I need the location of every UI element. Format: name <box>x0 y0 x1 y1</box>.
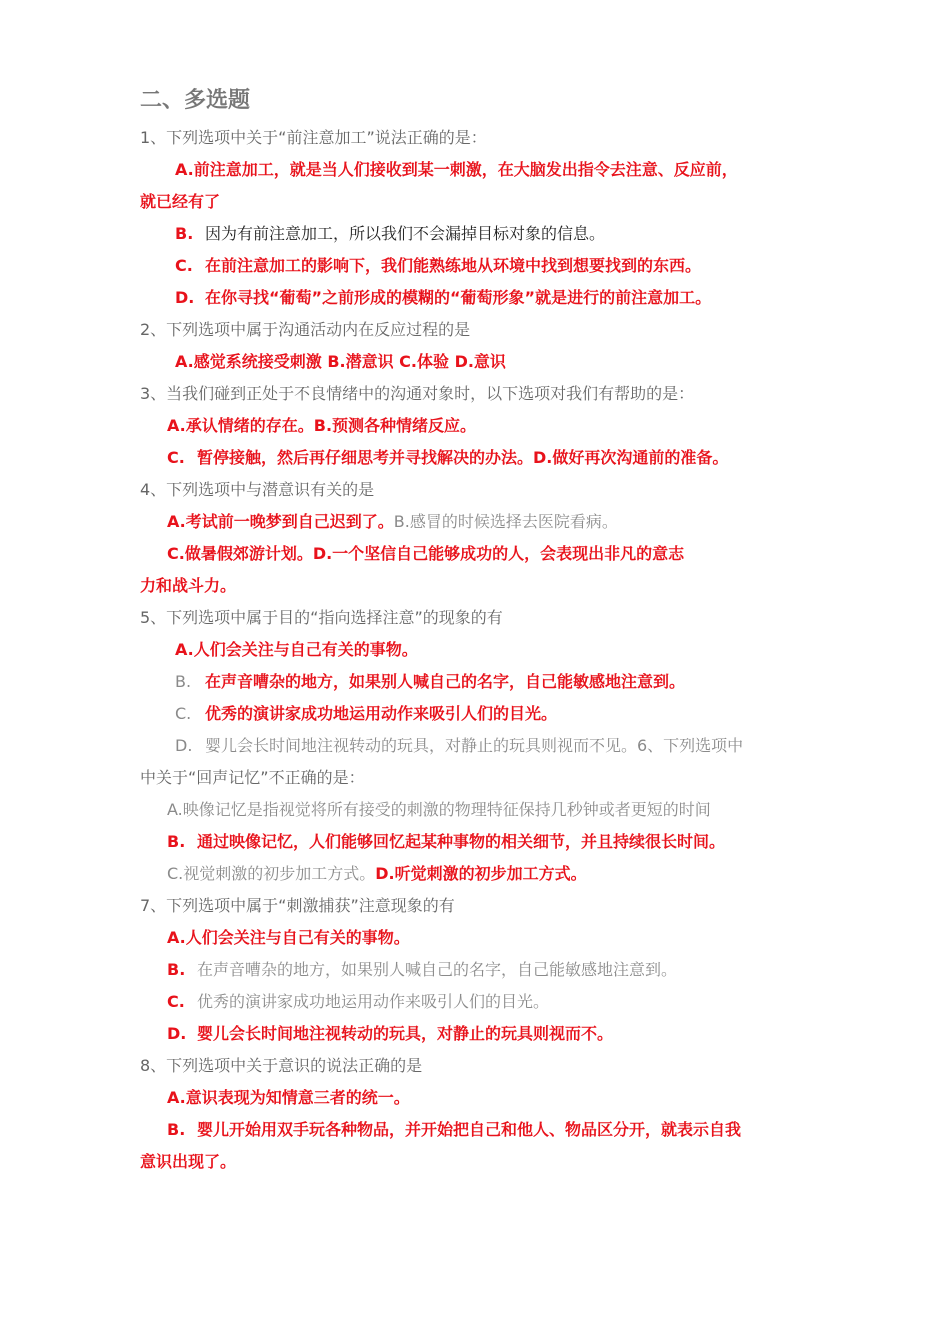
option-text: 因为有前注意加工，所以我们不会漏掉目标对象的信息。 <box>205 224 606 243</box>
q6-option-d: D.听觉刺激的初步加工方式。 <box>375 864 587 883</box>
q4-options-ab <box>167 511 618 533</box>
option-text: 婴儿会长时间地注视转动的玩具，对静止的玩具则视而不见。6、下列选项中 <box>205 736 744 755</box>
q3-options-cd <box>167 447 728 469</box>
section-title: 二、多选题 <box>140 88 251 113</box>
q6-options-cd <box>167 863 587 885</box>
option-text: 优秀的演讲家成功地运用动作来吸引人们的目光。 <box>197 992 550 1011</box>
q4-option-b: B.感冒的时候选择去医院看病。 <box>393 512 618 531</box>
q8-option-b <box>167 1119 741 1141</box>
q1-option-b <box>175 223 605 245</box>
option-text: 在你寻找“葡萄”之前形成的模糊的“葡萄形象”就是进行的前注意加工。 <box>205 288 712 307</box>
question-8: 8、下列选项中关于意识的说法正确的是 <box>140 1056 423 1075</box>
q1-option-a: A.前注意加工，就是当人们接收到某一刺激，在大脑发出指令去注意、反应前， <box>175 160 738 179</box>
q6-option-c: C.视觉刺激的初步加工方式。 <box>167 864 376 883</box>
q2-options: A.感觉系统接受刺激 B.潜意识 C.体验 D.意识 <box>175 352 506 371</box>
q4-options-cd: C.做暑假郊游计划。D.一个坚信自己能够成功的人，会表现出非凡的意志 <box>167 544 685 563</box>
q8-option-a: A.意识表现为知情意三者的统一。 <box>167 1088 410 1107</box>
q1-option-d <box>175 287 711 309</box>
question-4: 4、下列选项中与潜意识有关的是 <box>140 480 375 499</box>
option-label: C. <box>175 704 192 723</box>
option-label: C. <box>167 992 185 1011</box>
option-label: D. <box>167 1024 187 1043</box>
q7-option-d <box>167 1023 613 1045</box>
q8-option-b-cont: 意识出现了。 <box>140 1152 237 1171</box>
q7-option-b <box>167 959 677 981</box>
option-label: C. <box>167 448 185 467</box>
q4-option-a: A.考试前一晚梦到自己迟到了。 <box>167 512 394 531</box>
question-2: 2、下列选项中属于沟通活动内在反应过程的是 <box>140 320 471 339</box>
q7-option-c <box>167 991 549 1013</box>
q6-option-a: A.映像记忆是指视觉将所有接受的刺激的物理特征保持几秒钟或者更短的时间 <box>167 800 711 819</box>
question-7: 7、下列选项中属于“刺激捕获”注意现象的有 <box>140 896 455 915</box>
option-label: B. <box>167 960 186 979</box>
option-text: 通过映像记忆，人们能够回忆起某种事物的相关细节，并且持续很长时间。 <box>197 832 726 851</box>
q7-option-a: A.人们会关注与自己有关的事物。 <box>167 928 410 947</box>
option-label: B. <box>175 672 192 691</box>
q1-option-a-cont: 就已经有了 <box>140 192 221 211</box>
option-label: C. <box>175 256 193 275</box>
option-label: B. <box>175 224 194 243</box>
q5-option-c <box>175 703 557 725</box>
question-5: 5、下列选项中属于目的“指向选择注意”的现象的有 <box>140 608 503 627</box>
option-label: B. <box>167 832 186 851</box>
question-3: 3、当我们碰到正处于不良情绪中的沟通对象时，以下选项对我们有帮助的是： <box>140 384 695 403</box>
question-6: 中关于“回声记忆”不正确的是： <box>140 768 365 787</box>
q4-options-cd-cont: 力和战斗力。 <box>140 576 237 595</box>
question-1: 1、下列选项中关于“前注意加工”说法正确的是： <box>140 128 487 147</box>
q6-option-b <box>167 831 725 853</box>
option-text: 在声音嘈杂的地方，如果别人喊自己的名字，自己能敏感地注意到。 <box>205 672 686 691</box>
option-text: 婴儿开始用双手玩各种物品，并开始把自己和他人、物品区分开，就表示自我 <box>197 1120 742 1139</box>
option-text: 在声音嘈杂的地方，如果别人喊自己的名字，自己能敏感地注意到。 <box>197 960 678 979</box>
q5-option-d <box>175 735 743 757</box>
q3-options-ab: A.承认情绪的存在。B.预测各种情绪反应。 <box>167 416 477 435</box>
option-text: 婴儿会长时间地注视转动的玩具，对静止的玩具则视而不。 <box>197 1024 614 1043</box>
q5-option-b <box>175 671 685 693</box>
option-text: 暂停接触，然后再仔细思考并寻找解决的办法。D.做好再次沟通前的准备。 <box>197 448 729 467</box>
option-text: 在前注意加工的影响下，我们能熟练地从环境中找到想要找到的东西。 <box>205 256 702 275</box>
option-label: D. <box>175 288 195 307</box>
option-text: 优秀的演讲家成功地运用动作来吸引人们的目光。 <box>205 704 558 723</box>
option-label: B. <box>167 1120 186 1139</box>
q5-option-a: A.人们会关注与自己有关的事物。 <box>175 640 418 659</box>
option-label: D. <box>175 736 193 755</box>
q1-option-c <box>175 255 701 277</box>
